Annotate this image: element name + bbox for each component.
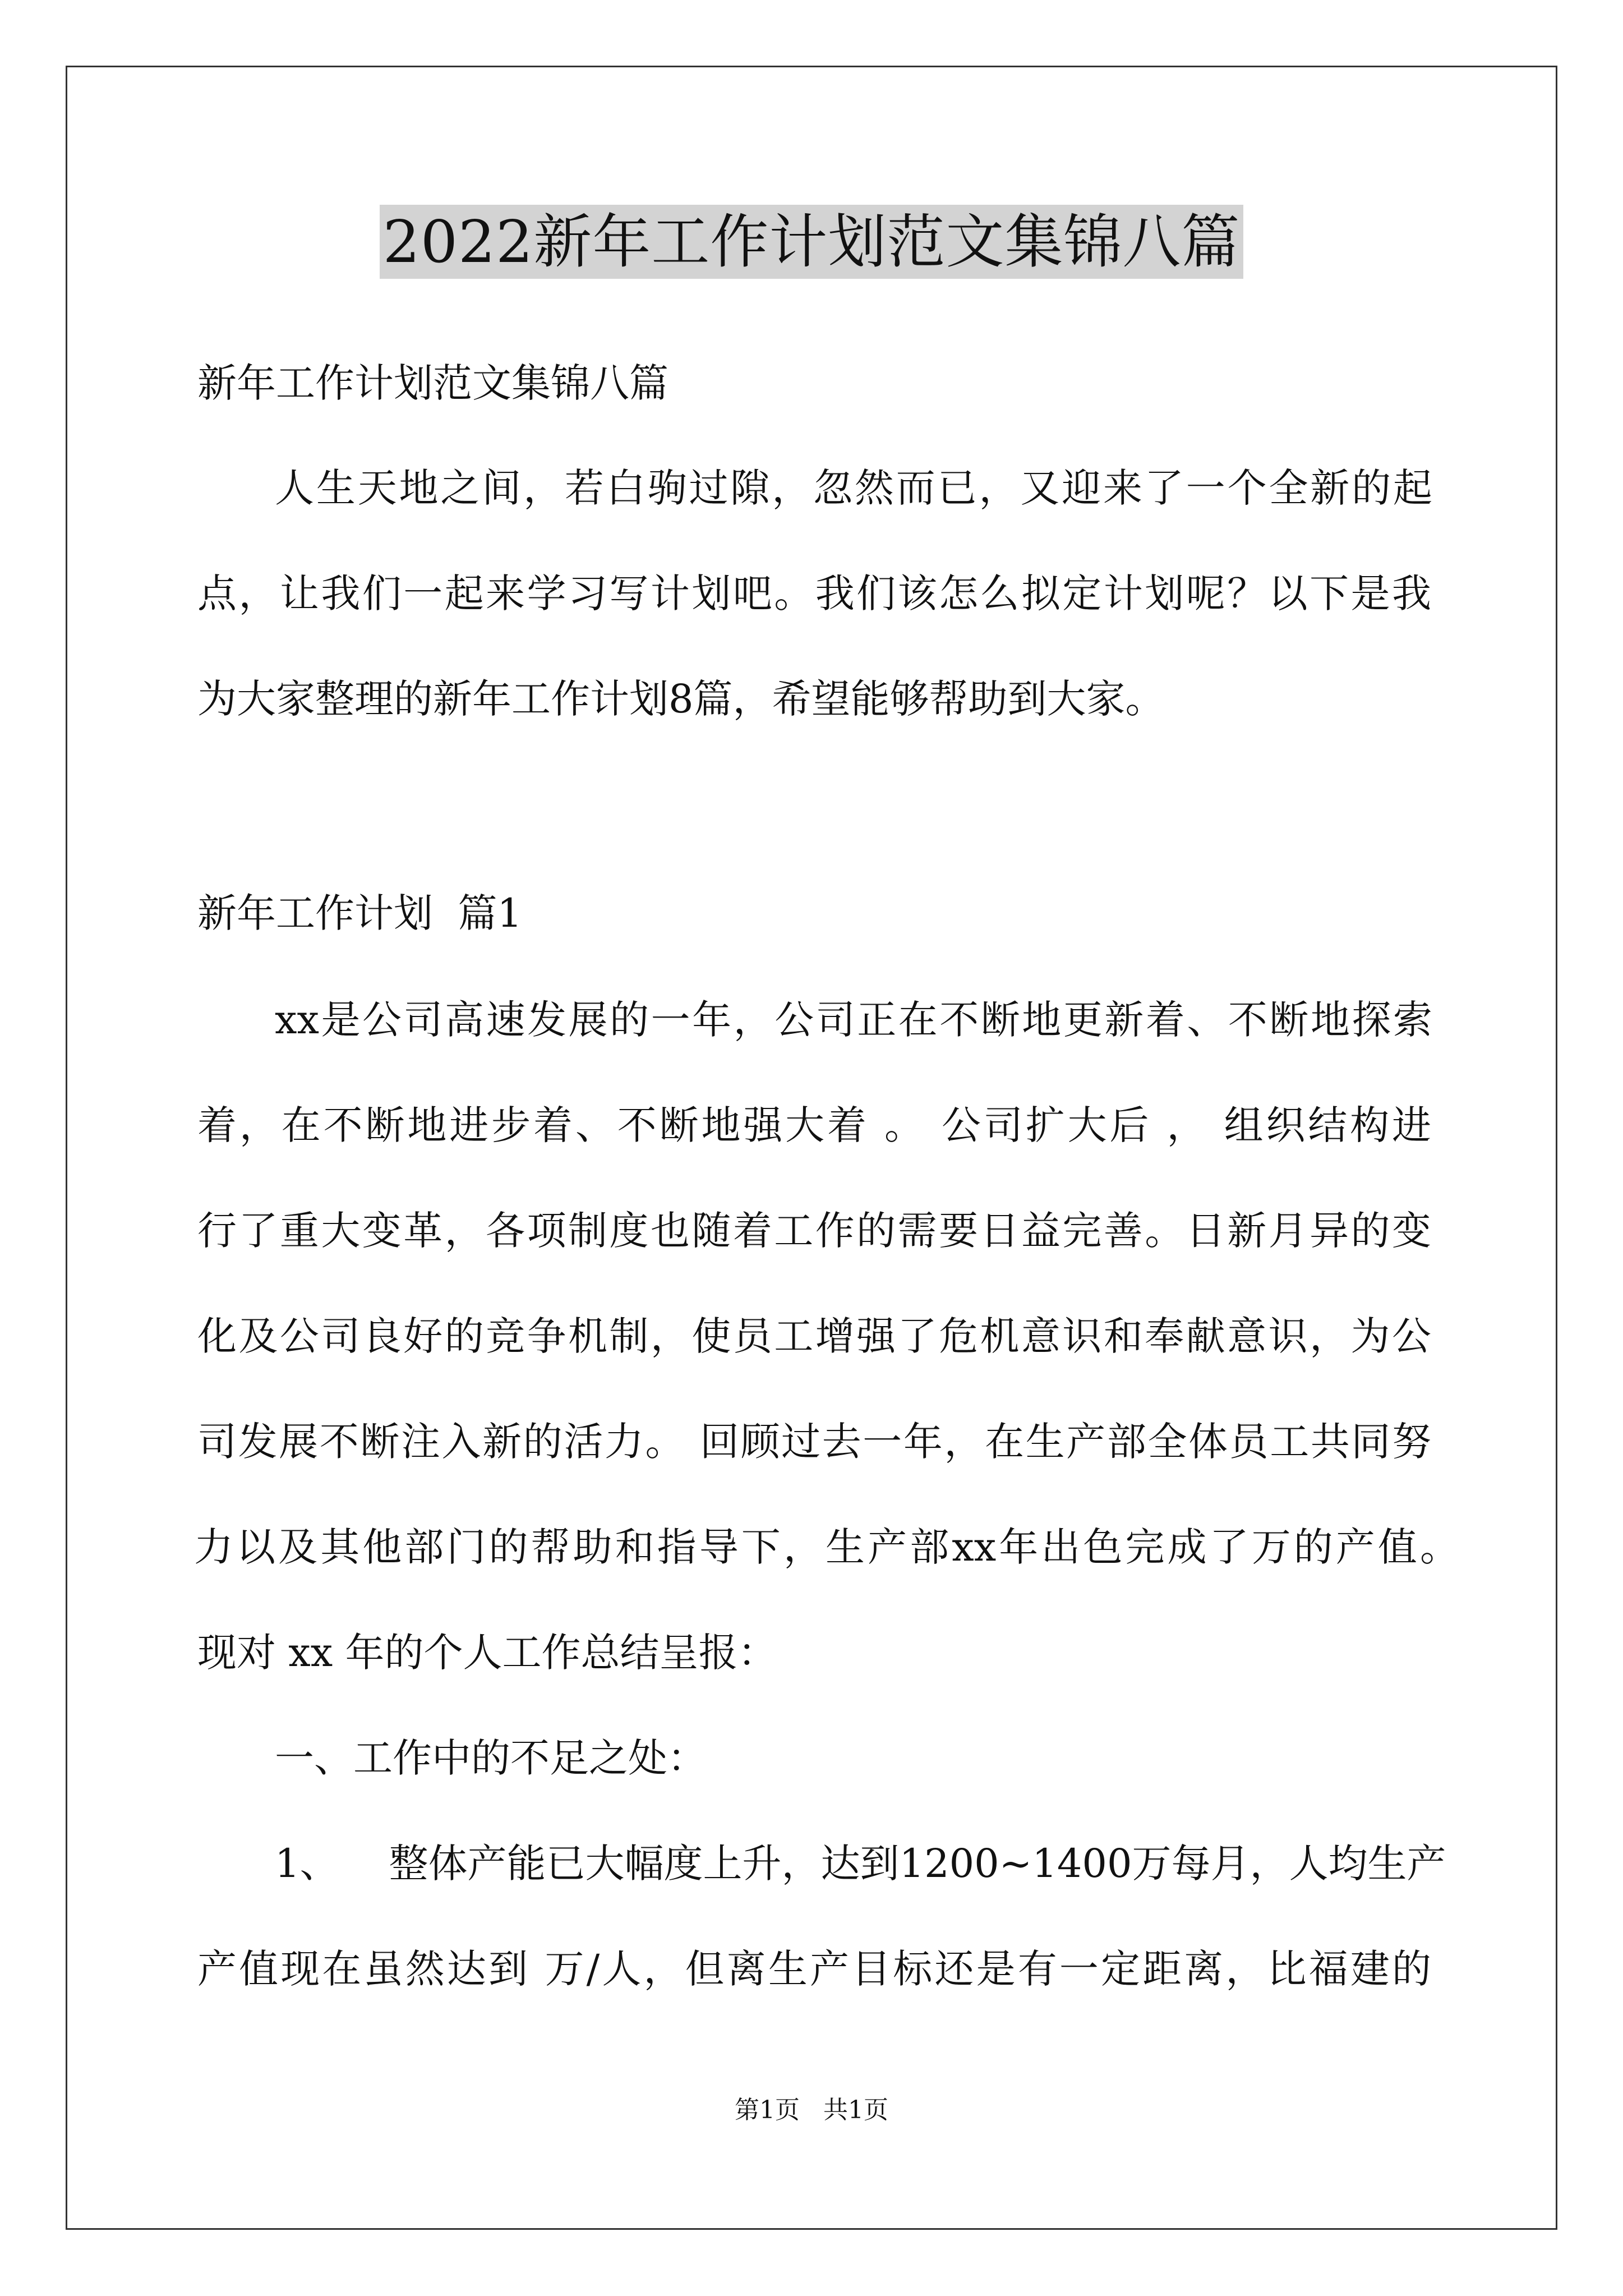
- intro-line: 为大家整理的新年工作计划8篇，希望能够帮助到大家。: [197, 676, 1165, 722]
- body-line: 着，在不断地进步着、不断地强大着 。 公司扩大后 ， 组织结构进: [197, 1102, 1431, 1148]
- list-item-line: 产值现在虽然达到 万/人，但离生产目标还是有一定距离，比福建的: [197, 1946, 1431, 1992]
- intro-line: 点，让我们一起来学习写计划吧。我们该怎么拟定计划呢？以下是我: [197, 570, 1431, 616]
- title-container: [0, 205, 1623, 279]
- body-line: 司发展不断注入新的活力。 回顾过去一年，在生产部全体员工共同努: [197, 1419, 1431, 1465]
- body-line: 行了重大变革，各项制度也随着工作的需要日益完善。日新月异的变: [197, 1208, 1431, 1254]
- page-footer: 第1页 共1页: [735, 2096, 888, 2124]
- document-title: 2022新年工作计划范文集锦八篇: [380, 205, 1244, 279]
- body-line: xx是公司高速发展的一年，公司正在不断地更新着、不断地探索: [275, 997, 1432, 1043]
- list-subheading: 一、工作中的不足之处：: [275, 1735, 707, 1781]
- body-line: 现对 xx 年的个人工作总结呈报：: [197, 1630, 777, 1676]
- document-subtitle: 新年工作计划范文集锦八篇: [197, 360, 668, 406]
- body-line: 化及公司良好的竞争机制，使员工增强了危机意识和奉献意识，为公: [197, 1313, 1431, 1359]
- body-line: 力以及其他部门的帮助和指导下，生产部xx年出色完成了万的产值。: [194, 1524, 1459, 1570]
- intro-line: 人生天地之间，若白驹过隙，忽然而已，又迎来了一个全新的起: [275, 465, 1432, 511]
- section-heading: 新年工作计划 篇1: [197, 890, 523, 936]
- list-item-line: 1、 整体产能已大幅度上升，达到1200~1400万每月，人均生产: [275, 1841, 1446, 1887]
